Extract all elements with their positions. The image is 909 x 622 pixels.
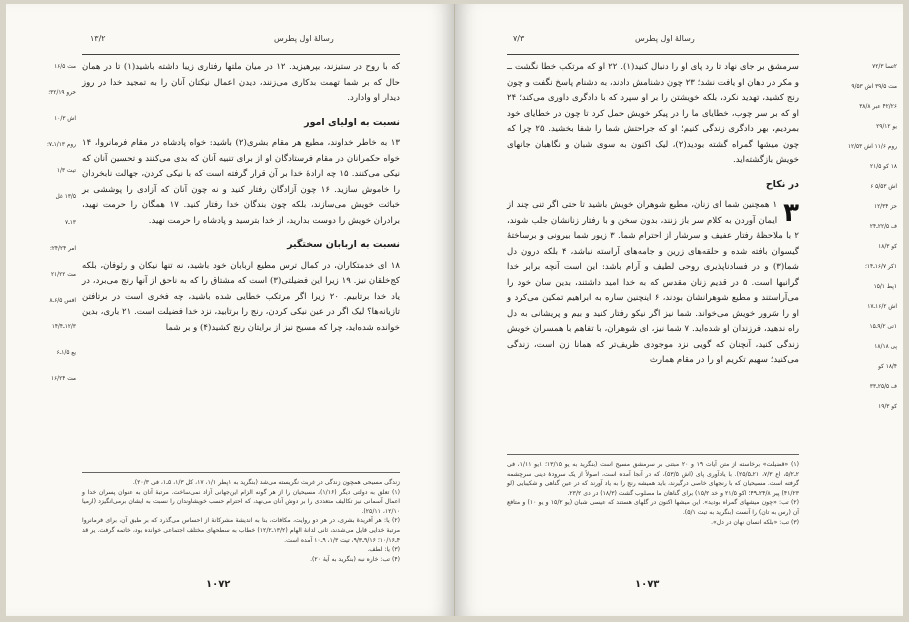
left-margin-refs xyxy=(10,64,76,424)
margin-ref: خرو ۳۲/۱۹؛ xyxy=(48,90,76,96)
right-heading-marriage: در نکاح xyxy=(765,178,799,190)
right-section-text: ۱ همچنین شما ای زنان، مطیع شوهران خویش باشید تا حتی اگر تنی چند از ایمان آوردن به کلام سر باز زنند، بدون سخن و با رفتار زنانشان جلب شوند، ۲ با ملاحظهٔ رفتار عفیف و سرشار از احترام شما. ۳ زیور شما بیرونی و برساختهٔ گیسوان بافته شده و حلقه‌های زرین و جامه‌های آراسته نباشد، ۴ بلکه درون دل شما(۳) و در فسادناپذیری روحی لطیف و آرام باشد: این است آنچه برابر خدا گرانبها است. ۵ در قدیم زنان مقدس که به خدا امید داشتند، بدین سان خود را می‌آراستند و مطیع شوهرانشان بودند، ۶ اینچنین ساره به ابراهیم تمکین می‌کرد و او را سَرور خویش می‌خواند. شما نیز اگر نیکو رفتار کنید و بیم و پریشانی به دل راه ندهید، فرزندان او شده‌اید. ۷ شما نیز، ای شوهران، با تفاهم با همسران خویش زندگی کنید، آنچنان که گویی نزد موجودی ظریف‌تر که همانا زن است، زندگی می‌کنید؛ سهیم تکریم او را در مقام همارث xyxy=(507,200,800,365)
margin-ref: مت ۳۹/۵ اش ۹/۵۳ xyxy=(851,84,897,90)
left-section-authorities: ۱۳ به خاطر خداوند، مطیع هر مقام بشری(۲) باشید: خواه پادشاه در مقام فرمانروا، ۱۴ خواه حکمرانان در مقام فرستادگان او از برای تنبیه آنان که بدی می‌کنند و تحسین آنان که نیکی می‌کنند. ۱۵ چه ارادهٔ خدا بر آن قرار گرفته است که با نیکی کردن، جهالت نابخردان را خاموش سازید. ۱۶ چون آزادگان رفتار کنید و نه چون آنان که آزادی را پوششی بر خباثت خویش می‌سازند، بلکه چون بندگان خدا رفتار کنید. ۱۷ همگان را حرمت نهید، برادران خویش را دوست بدارید، از خدا بترسید و پادشاه را حرمت نهید. xyxy=(82,138,400,226)
margin-ref: ۱۸/۴ کو xyxy=(878,364,897,370)
right-header-rule xyxy=(507,54,799,55)
margin-ref: ۱۳/۵ غل xyxy=(55,194,76,200)
margin-ref: یو ۲۹/۱۲ xyxy=(876,124,897,130)
left-footnote-rule xyxy=(82,472,400,473)
margin-ref: مت ۱۶/۲۴ xyxy=(50,376,76,382)
right-body xyxy=(507,60,799,372)
footnote: (۲) یا: هر آفریدهٔ بشری، در هر دو روایت، مکافات، بنا به اندیشهٔ مشرکانهٔ از احساس می‌گذرد که بر طبق آن، برای فرمانروا مرتبهٔ خدایی قایل می‌شدند، ثانی لدانهٔ الهام (۱۳/۲ـ۱۲/۲) خطاب به سطحهای مختلف اجتماعی خوانده بود، خاتمه گرفت. یر قد ۴ـ۱۰/۱۶؛ ۹/۱۶ـ۹/۳، تیت ۱/۳، ۹ـ۱۰ آمده است. xyxy=(82,517,400,544)
margin-ref: کو ۱۹/۳ xyxy=(878,404,897,410)
margin-ref: ۴۲/۲۶ عبر ۳۸/۸ xyxy=(859,104,897,110)
left-footnotes xyxy=(82,478,400,564)
margin-ref: مت ۲۱/۲۲ xyxy=(50,272,76,278)
margin-ref: روم ۱/۱۳ـ۷؛ xyxy=(47,142,76,148)
left-intro: که با روح در ستیزند، بپرهیزید. ۱۲ در میان ملتها رفتاری زیبا داشته باشید(۱) تا در همان حال که بر شما تهمت بدکاری می‌زنند، دیدن اعمال نیکتان آنان را به تمجید خدا در روز دیدار او وادارد. xyxy=(82,62,400,103)
right-section-marriage xyxy=(507,198,799,369)
margin-ref: تیت ۱/۳ xyxy=(56,168,76,174)
margin-ref: ۱۸ کو ۲۱/۵ xyxy=(870,164,897,170)
margin-ref: امر ۲۴/۲۴؛ xyxy=(49,246,76,252)
right-page-number: ۱۰۷۳ xyxy=(635,579,660,590)
right-intro: سرمشق بر جای نهاد تا رد پای او را دنبال کنید(۱). ۲۲ او که مرتکب خطا نگشت ــ و مکر در دهان او یافت نشد؛ ۲۳ چون دشنامش دادند، به دشنام پاسخ نگفت و چون رنج کشید، تهدید نکرد، بلکه خویشتن را بر او سپرد که با دادگری داوری می‌کند؛ ۲۴ او که بر سر چوب، خطایای ما را در پیکر خویش حمل کرد تا چون در خطایای خود بمردیم، بهر دادگری زندگی کنیم؛ او که جراحتش شما را شفا بخشید. ۲۵ چرا که چون میشها گمراه گشته بودید(۲)، لیک اکنون به سوی شبان و نگاهبان جانهای خویش بازگشته‌اید. xyxy=(507,62,800,165)
footnote: (۴) تب: خاره نبه (بنگرید به آیهٔ ۲۰). xyxy=(310,555,400,563)
left-header-title: رسالهٔ اول پطرس xyxy=(274,34,334,43)
right-footnotes xyxy=(507,460,799,527)
margin-ref: روم ۱۱/۶ اش ۱۲/۵۳ xyxy=(847,144,897,150)
left-body xyxy=(82,60,400,339)
margin-ref: ۱کر ۱۶/۷ـ۱۴؛ xyxy=(864,264,897,270)
margin-ref: کو ۱۸/۳ xyxy=(878,244,897,250)
left-page xyxy=(6,4,454,616)
footnote: (۱) «قضیلت» برخاسته از متن آیات ۱۹ و ۲۰ مبتنی بر سرمشق مسیح است (بنگرید به یو ۱۳/۱۵؛ ۱یو ۱/۱۱، فی ۲ـ۵/۲، اع ۷/۳، ۲۱ـ۲۵/۵). با یادآوری پای (اش ۵۳/۵)، که در آنجا آمده است، اصولاً از یک سرودهٔ دینی سرچشمه گرفته است. مسیحیان که با رنجهای خاصی درگیرند، باید همیشه رنج را به یاد آورند که در عین گناهی و شکیبایی (لو ۴۱/۲۳) پیر ۲۴/۸ـ۴۹؛ اکو ۲۱/۵ و خد ۱۵/۲) برای گناهان ما مصلوب گشت (۱۸/۳) در دی ۲۳/۲. xyxy=(507,461,800,497)
chapter-number: ۳ xyxy=(783,198,799,228)
right-header-ref: ۷/۳ xyxy=(513,34,525,43)
left-header-rule xyxy=(82,54,400,55)
left-heading-authorities: نسبت به اولیای امور xyxy=(304,116,400,128)
margin-ref: ۱۳ـ۷ xyxy=(64,220,76,226)
margin-ref: ۲تسا ۷۲/۳ xyxy=(872,64,897,70)
footnote: زندگی مسیحی همچون زندگی در غربت نگریسته می‌شد (بنگرید به ۱پطر ۱/۱، ۱۷، کل ۱/۳، ۵ـ۱، فی ۲۰/۳). xyxy=(132,479,400,486)
right-header-title: رسالهٔ اول پطرس xyxy=(635,34,695,43)
margin-ref: پی ۱۸/۱۸ xyxy=(874,344,897,350)
left-section-masters: ۱۸ ای خدمتکاران، در کمال ترس مطیع اربابان خود باشید، نه تنها نیکان و رئوفان، بلکه کج‌خلقان نیز. ۱۹ زیرا این فضیلتی(۳) است که مشتاق را که به ناحق از آنها رنج می‌برد، در یاد خدا برتابیم. ۲۰ زیرا اگر مرتکب خطایی شده باشید، چه فخری است در برتافتن تازیانه‌ها؟ لیک اگر در عین نیکی کردن، رنج را برتابید، نزد خدا فضیلت است. ۲۱ باری، بدین خوانده شده‌اید، چرا که مسیح نیز از برایتان رنج کشید(۴) و بر شما xyxy=(82,260,400,333)
book-spread xyxy=(6,4,903,616)
margin-ref: حز ۱۲/۳۴ xyxy=(873,204,897,210)
margin-ref: یع ۱/۵ـ۶ xyxy=(56,350,76,356)
margin-ref: ۱تی ۹/۲ـ۱۵ xyxy=(869,324,897,330)
left-page-number: ۱۰۷۲ xyxy=(206,579,231,590)
left-header-ref: ۱۳/۲ xyxy=(90,34,106,43)
margin-ref: ۱پط ۱۵/۱ xyxy=(873,284,897,290)
right-page xyxy=(455,4,903,616)
margin-ref: ۱۲/۳ـ۱۴/۴ xyxy=(51,324,76,330)
margin-ref: مت ۱۶/۵ xyxy=(54,64,76,70)
margin-ref: اش ۱۶/۲ـ۱۷ xyxy=(867,304,897,310)
margin-ref: ف ۲۲/۵ـ۲۴ xyxy=(869,224,897,230)
right-margin-refs xyxy=(807,64,897,444)
margin-ref: ف ۲۵/۵ـ۳۳ xyxy=(869,384,897,390)
margin-ref: اش ۵/۵۳ ۶ xyxy=(870,184,897,190)
left-heading-masters: نسبت به اربابان سختگیر xyxy=(287,239,400,250)
footnote: (۱) تعلق به دولتی دیگر (۱/۱۶)، مسیحیان را از هر گونه الزام این‌جهانی آزاد نمی‌ساخت. مرتبهٔ آنان به عنوان پسران خدا و اعمال آسمانی نیز تکالیف متعددی را بر دوش آنان می‌نهد، که احترام حسب خویشاوندان را نسبت به ایشان برمی‌انگیزد (ارمیا ۱۲/۱۰، ۲۵/۱۱). xyxy=(82,488,400,515)
margin-ref: افس ۶/۵ـ۸ xyxy=(49,298,76,304)
margin-ref: اش ۱۰/۳ xyxy=(54,116,76,122)
footnote: (۳) تب: «بلکه انسان نهان در دل». xyxy=(711,518,799,526)
footnote: (۲) تب: «چون میشهای گمراه بودید». این میشها اکنون در گلهای هستند که عیسی شبان (یو ۱۵/۲ و یو ۱۰) و متافع آن (رس به تان) را آنست (بنگرید به تیت ۵/۱). xyxy=(507,499,799,516)
footnote: (۳) یا: لطف. xyxy=(367,546,400,554)
right-footnote-rule xyxy=(507,454,799,455)
